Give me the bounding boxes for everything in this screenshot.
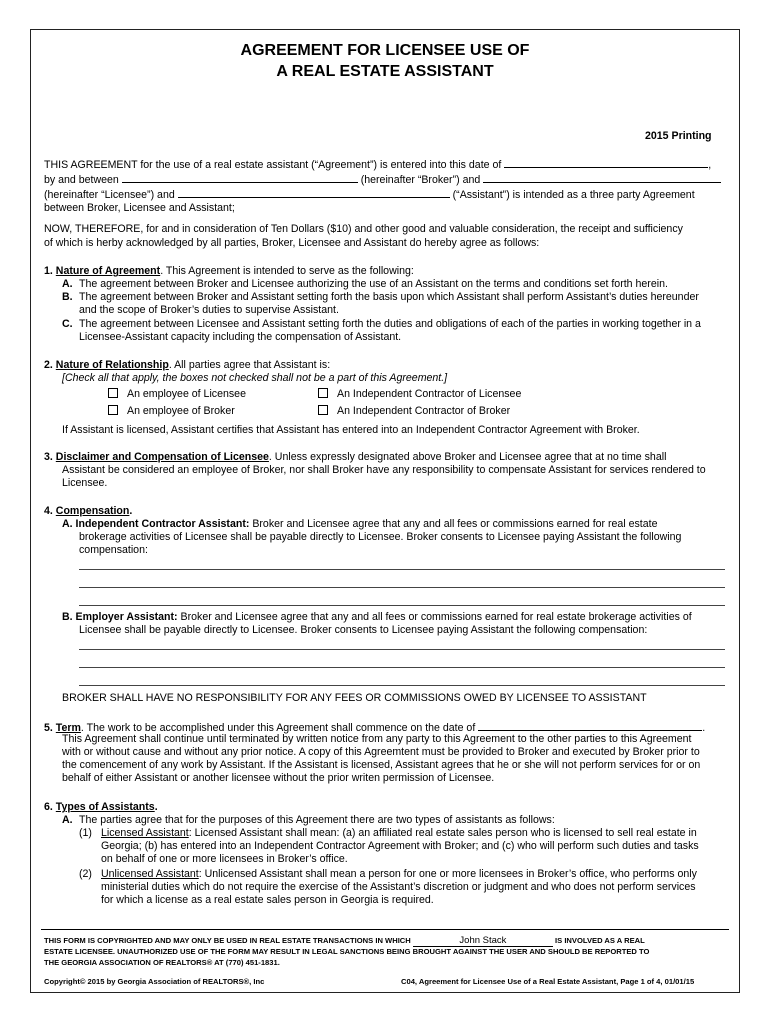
licensed-assistant-text-2: Georgia; (b) has entered into an Independent Contractor Agreement with Broker; and (c) who will perform such duties and tasks [101,840,699,852]
section-5-text-5: behalf of either Assistant or another licensee without the prior writen permission of Licensee. [62,772,495,784]
section-3-text-1: . Unless expressly designated above Broker and Licensee agree that at no time shall [268,451,667,463]
section-4-number: 4. [44,505,53,517]
unlicensed-assistant-text-3: for which a license as a real estate sales person in Georgia is required. [101,894,434,906]
intro-line-3 [44,187,695,203]
employer-compensation-line-3[interactable] [79,685,725,686]
option-label-4: An Independent Contractor of Broker [337,405,511,417]
checkbox-employee-of-licensee[interactable] [108,388,118,398]
employer-compensation-line-1[interactable] [79,649,725,650]
section-6-item-1-label: (1) [79,827,92,839]
independent-compensation-line-2[interactable] [79,587,725,588]
section-5-title: Term [55,722,81,734]
intro-text-3b: (“Assistant”) is intended as a three party Agreement [452,189,695,201]
section-6-number: 6. [44,801,53,813]
checkbox-employee-of-broker[interactable] [108,405,118,415]
footer-text-1a: THIS FORM IS COPYRIGHTED AND MAY ONLY BE USED IN REAL ESTATE TRANSACTIONS IN WHICH [44,936,411,945]
section-5-text-3: with or without cause and without any prior notice. A copy of this Agreemtent must be provided to Broker and executed by Broker prior to [62,746,700,758]
section-4a-text-3: compensation: [79,544,148,556]
option-employee-of-broker [108,405,235,419]
intro-line-4: between Broker, Licensee and Assistant; [44,202,235,214]
section-1c-text-1: The agreement between Licensee and Assistant setting forth the duties and obligations of each of the parties in working together in a [79,318,701,330]
section-5-text-1: . The work to be accomplished under this Agreement shall commence on the date of [80,722,476,734]
section-1-title: Nature of Agreement [55,265,161,277]
section-2-note: [Check all that apply, the boxes not checked shall not be a part of this Agreement.] [62,372,448,384]
section-3-number: 3. [44,451,53,463]
agreement-date-field[interactable] [504,157,708,168]
intro-text-2b: (hereinafter “Broker”) and [360,174,481,186]
section-3-heading [44,451,666,465]
section-2-heading [44,359,330,373]
footer-copyright: Copyright© 2015 by Georgia Association of REALTORS®, Inc [44,977,265,986]
section-1b-text-1: The agreement between Broker and Assistant setting forth the basis upon which Assistant shall perform Assistant’s duties hereunder [79,291,699,303]
broker-responsibility-disclaimer: BROKER SHALL HAVE NO RESPONSIBILITY FOR ANY FEES OR COMMISSIONS OWED BY LICENSEE TO ASSISTANT [62,692,647,704]
section-2-lead: . All parties agree that Assistant is: [168,359,331,371]
section-1c-label: C. [62,318,73,330]
now-therefore-line-2: of which is herby acknowledged by all parties, Broker, Licensee and Assistant do hereby agree as follows: [44,237,540,249]
section-5-text-4: the comencement of any work by Assistant. If the Assistant is licensed, Assistant agrees that he or she will not perform services for or on [62,759,701,771]
section-5-period: . [702,722,706,734]
section-6-item-2-label: (2) [79,868,92,880]
section-4b-text-1: Broker and Licensee agree that any and all fees or commissions earned for real estate brokerage activities of [177,611,692,623]
checkbox-contractor-of-broker[interactable] [318,405,328,415]
employer-compensation-line-2[interactable] [79,667,725,668]
checkbox-contractor-of-licensee[interactable] [318,388,328,398]
section-3-title: Disclaimer and Compensation of Licensee [55,451,269,463]
section-1-heading [44,265,414,279]
footer-divider [41,929,729,930]
footer-line-3: THE GEORGIA ASSOCIATION OF REALTORS® AT (770) 451-1831. [44,958,280,967]
section-4a-line-1 [62,518,657,532]
section-4-dot: . [129,505,133,517]
section-1-number: 1. [44,265,53,277]
unlicensed-assistant-term: Unlicensed Assistant [101,868,199,880]
section-1a-label: A. [62,278,73,290]
section-3-text-3: Licensee. [62,477,108,489]
commencement-date-field[interactable] [478,720,702,731]
intro-comma: , [708,159,712,171]
unlicensed-assistant-text-2: ministerial duties which do not require the exercise of the Assistant’s discretion or judgment and who does not perform services [101,881,696,893]
section-6-dot: . [154,801,158,813]
intro-text-3a: (hereinafter “Licensee”) and [44,189,175,201]
section-4-heading [44,505,132,519]
section-1c-text-2: Licensee-Assistant capacity including the compensation of Assistant. [79,331,402,343]
section-5-number: 5. [44,722,53,734]
intro-line-1 [44,157,711,173]
section-2-title: Nature of Relationship [55,359,169,371]
section-6a-text: The parties agree that for the purposes of this Agreement there are two types of assistants as follows: [79,814,555,826]
section-3-text-2: Assistant be considered an employee of Broker, nor shall Broker have any responsibility to compensate Assistant for services rendered to [62,464,706,476]
section-4b-text-2: Licensee shall be payable directly to Licensee. Broker consents to Licensee paying Assistant the following compensation: [79,624,648,636]
section-4b-title: Employer Assistant: [75,611,178,623]
option-label-3: An employee of Broker [127,405,235,417]
section-2-certification: If Assistant is licensed, Assistant certifies that Assistant has entered into an Independent Contractor Agreement with Broker. [62,424,640,436]
option-employee-of-licensee [108,388,246,402]
option-label-2: An Independent Contractor of Licensee [337,388,522,400]
unlicensed-assistant-text-1: : Unlicensed Assistant shall mean a person for one or more licensees in Broker’s office, who performs only [198,868,697,880]
independent-compensation-line-1[interactable] [79,569,725,570]
licensed-assistant-text-1: : Licensed Assistant shall mean: (a) an affiliated real estate sales person who is licensed to sell real estate in [188,827,697,839]
intro-text-2a: by and between [44,174,119,186]
section-6-heading [44,801,158,815]
printing-year: 2015 Printing [645,130,712,142]
section-6-item-1-line-1 [101,827,697,841]
section-4a-label: A. [62,518,73,530]
document-title-line-1: AGREEMENT FOR LICENSEE USE OF [240,42,530,59]
section-4-title: Compensation [55,505,130,517]
section-1b-label: B. [62,291,73,303]
section-6a-label: A. [62,814,73,826]
section-6-title: Types of Assistants [55,801,155,813]
section-4a-text-1: Broker and Licensee agree that any and all fees or commissions earned for real estate [249,518,658,530]
broker-name-field[interactable] [122,172,358,183]
section-4a-text-2: brokerage activities of Licensee shall be payable directly to Licensee. Broker consents to Licensee paying Assistant the following [79,531,682,543]
section-1a-text: The agreement between Broker and Licensee authorizing the use of an Assistant on the terms and conditions set forth herein. [79,278,668,290]
option-contractor-of-licensee [318,388,521,402]
footer-line-2: ESTATE LICENSEE. UNAUTHORIZED USE OF THE FORM MAY RESULT IN LEGAL SANCTIONS BEING BROUGHT AGAINST THE USER AND SHOULD BE REPORTED TO [44,947,650,956]
option-label-1: An employee of Licensee [127,388,246,400]
licensed-assistant-text-3: on behalf of one or more licensees in Broker’s office. [101,853,348,865]
assistant-name-field[interactable] [178,187,450,198]
footer-form-id: C04, Agreement for Licensee Use of a Real Estate Assistant, Page 1 of 4, 01/01/15 [401,977,695,986]
licensee-name-value[interactable]: John Stack [413,935,553,947]
section-4b-label: B. [62,611,73,623]
section-5-text-2: This Agreement shall continue until terminated by written notice from any party to this Agreement to the other parties to this Agreement [62,733,692,745]
section-4b-line-1 [62,611,692,625]
section-4a-title: Independent Contractor Assistant: [75,518,250,530]
licensed-assistant-term: Licensed Assistant [101,827,189,839]
section-1-lead: . This Agreement is intended to serve as the following: [160,265,414,277]
intro-line-2 [44,172,721,188]
intro-text-1: THIS AGREEMENT for the use of a real estate assistant (“Agreement”) is entered into this date of [44,159,502,171]
now-therefore-line-1: NOW, THEREFORE, for and in consideration of Ten Dollars ($10) and other good and valuable consideration, the receipt and sufficiency [44,223,683,235]
section-1b-text-2: and the scope of Broker’s duties to supervise Assistant. [79,304,339,316]
section-6-item-2-line-1 [101,868,697,882]
document-title-line-2: A REAL ESTATE ASSISTANT [276,63,494,80]
footer-text-1b: IS INVOLVED AS A REAL [555,936,645,945]
section-2-number: 2. [44,359,53,371]
licensee-name-field[interactable] [483,172,721,183]
option-contractor-of-broker [318,405,510,419]
independent-compensation-line-3[interactable] [79,605,725,606]
